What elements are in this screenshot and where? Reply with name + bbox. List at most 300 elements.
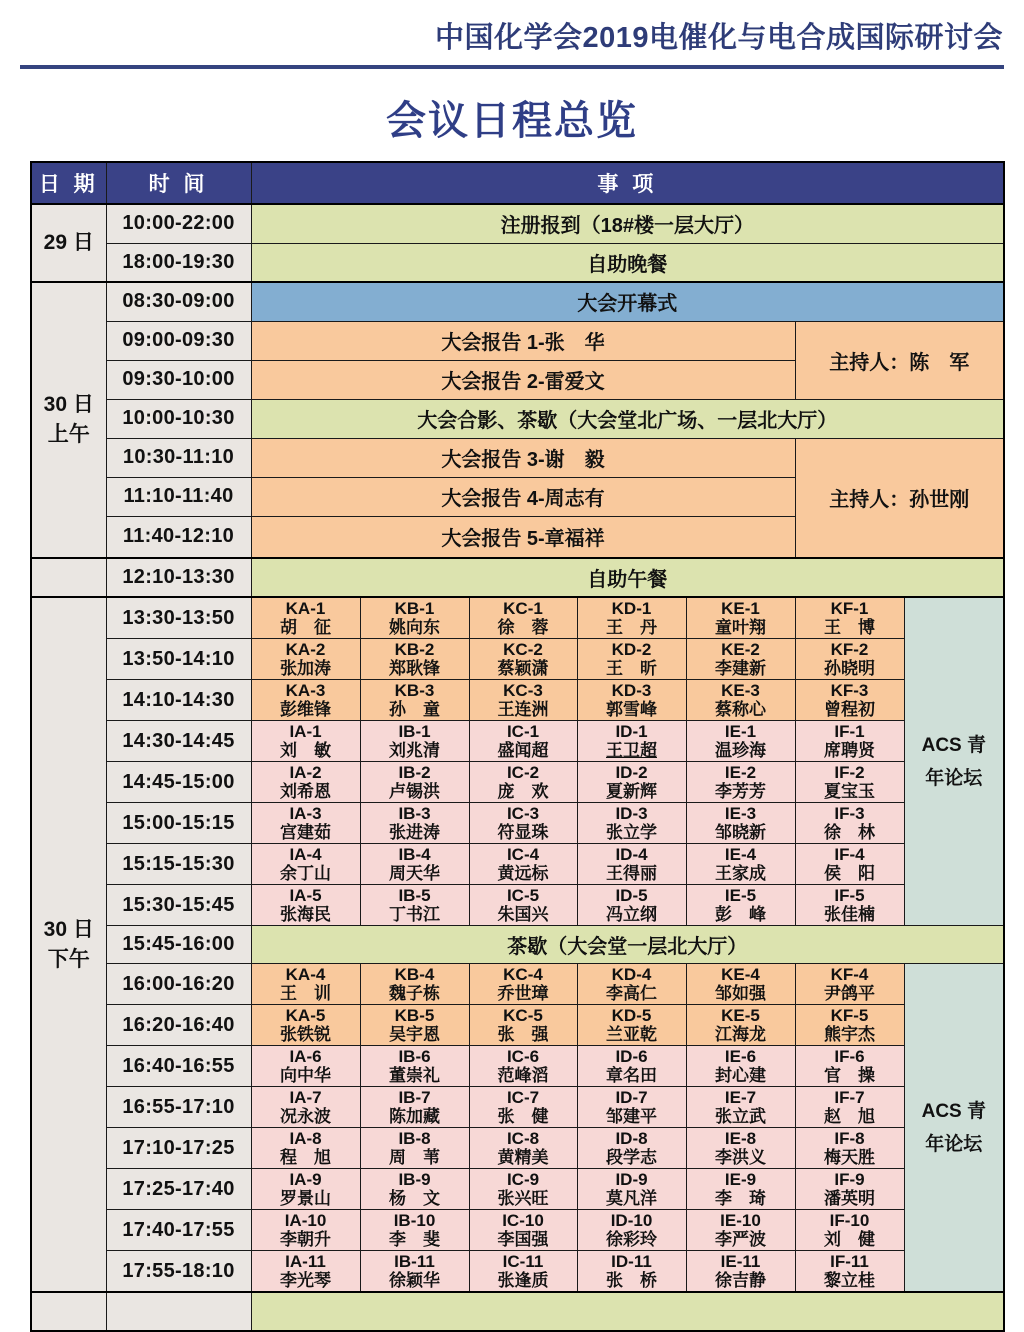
speaker-cell (251, 1169, 360, 1210)
table-row (31, 1292, 1004, 1331)
speaker-cell (469, 597, 577, 639)
date-label: 30 日 (43, 393, 94, 416)
talk-code: ID-8 (615, 1129, 648, 1148)
talk-code: IA-6 (289, 1047, 322, 1066)
speaker-name: 刘希恩 (280, 782, 331, 801)
talk-code: IA-9 (289, 1170, 322, 1189)
table-row (31, 321, 1004, 360)
speaker-name: 余丁山 (280, 864, 331, 883)
speaker-cell (251, 1128, 360, 1169)
speaker-cell (360, 844, 469, 885)
time-cell: 15:00-15:15 (106, 803, 251, 844)
speaker-cell (360, 597, 469, 639)
talk-code: IE-10 (720, 1211, 761, 1230)
talk-code: IA-2 (289, 763, 322, 782)
acs-forum-cell: ACS 青年论坛 (904, 964, 1004, 1293)
speaker-name: 张 桥 (606, 1271, 657, 1290)
talk-code: KF-4 (830, 965, 869, 984)
speaker-name: 王 博 (824, 618, 875, 637)
speaker-cell (469, 844, 577, 885)
speaker-name: 胡 征 (280, 618, 331, 637)
talk-code: IB-1 (398, 722, 431, 741)
speaker-name: 王家成 (715, 864, 766, 883)
event-cell: 大会报告 3-谢 毅 (251, 438, 795, 477)
speaker-cell (577, 762, 686, 803)
time-cell: 17:55-18:10 (106, 1251, 251, 1293)
speaker-name: 张铁锐 (280, 1025, 331, 1044)
talk-code: IB-9 (398, 1170, 431, 1189)
time-cell: 17:10-17:25 (106, 1128, 251, 1169)
event-cell (251, 1292, 1004, 1331)
speaker-name: 彭 峰 (715, 905, 766, 924)
talk-code: IC-11 (502, 1252, 544, 1271)
speaker-name: 温珍海 (715, 741, 766, 760)
page-title: 会议日程总览 (386, 99, 638, 143)
talk-code: IA-1 (289, 722, 322, 741)
speaker-name: 李建新 (715, 659, 766, 678)
talk-code: IA-8 (289, 1129, 322, 1148)
speaker-name: 莫凡洋 (606, 1189, 657, 1208)
speaker-cell[interactable] (577, 721, 686, 762)
talk-code: KE-4 (721, 965, 760, 984)
speaker-cell (469, 1046, 577, 1087)
speaker-name: 邹如强 (715, 984, 766, 1003)
speaker-name: 符显珠 (497, 823, 549, 842)
talk-code: IB-3 (398, 804, 431, 823)
date-label: 下午 (47, 947, 90, 971)
event-cell: 大会报告 4-周志有 (251, 477, 795, 516)
talk-code: IC-3 (506, 804, 540, 823)
speaker-cell (360, 1087, 469, 1128)
speaker-cell (251, 680, 360, 721)
table-row (31, 926, 1004, 964)
speaker-name: 况永波 (280, 1107, 331, 1126)
talk-code: KB-5 (394, 1006, 435, 1025)
time-cell: 15:30-15:45 (106, 885, 251, 926)
time-cell: 14:45-15:00 (106, 762, 251, 803)
speaker-name: 陈加藏 (389, 1107, 440, 1126)
speaker-cell (795, 597, 904, 639)
speaker-cell (795, 885, 904, 926)
speaker-cell (360, 1046, 469, 1087)
speaker-name: 罗景山 (280, 1189, 331, 1208)
talk-code: IF-6 (834, 1047, 865, 1066)
time-cell: 11:10-11:40 (106, 477, 251, 516)
talk-code: KE-5 (721, 1006, 760, 1025)
time-cell: 09:30-10:00 (106, 360, 251, 399)
speaker-cell (469, 1087, 577, 1128)
speaker-name: 封心建 (715, 1066, 766, 1085)
speaker-cell (360, 803, 469, 844)
speaker-cell (795, 1210, 904, 1251)
speaker-name: 李 斐 (389, 1230, 440, 1249)
time-cell (106, 1292, 251, 1331)
table-row (31, 558, 1004, 597)
time-cell: 16:40-16:55 (106, 1046, 251, 1087)
speaker-cell (251, 885, 360, 926)
speaker-link[interactable]: 王卫超 (606, 741, 657, 760)
time-cell: 17:40-17:55 (106, 1210, 251, 1251)
speaker-cell (360, 1005, 469, 1046)
speaker-name: 张 健 (497, 1107, 549, 1126)
time-cell: 15:15-15:30 (106, 844, 251, 885)
speaker-cell (795, 964, 904, 1005)
speaker-cell (360, 721, 469, 762)
talk-code: ID-6 (615, 1047, 648, 1066)
speaker-name: 乔世璋 (497, 984, 549, 1003)
speaker-name: 宫建茹 (280, 823, 331, 842)
talk-code: IB-8 (398, 1129, 431, 1148)
speaker-name: 张立武 (715, 1107, 766, 1126)
talk-code: IF-4 (834, 845, 865, 864)
talk-code: IE-6 (724, 1047, 757, 1066)
speaker-name: 张加涛 (280, 659, 331, 678)
talk-code: KA-5 (285, 1006, 326, 1025)
event-cell: 大会报告 2-雷爱文 (251, 360, 795, 399)
speaker-name: 郑耿锋 (389, 659, 440, 678)
table-row (31, 803, 1004, 844)
table-row (31, 1169, 1004, 1210)
speaker-name: 孙 童 (389, 700, 440, 719)
talk-code: KF-1 (830, 599, 869, 618)
talk-code: IE-3 (724, 804, 757, 823)
speaker-name: 周天华 (389, 864, 440, 883)
talk-code: IB-10 (393, 1211, 436, 1230)
talk-code: IF-10 (829, 1211, 870, 1230)
speaker-name: 江海龙 (715, 1025, 766, 1044)
speaker-name: 张 强 (497, 1025, 549, 1044)
talk-code: IA-11 (285, 1252, 326, 1271)
speaker-name: 李芳芳 (715, 782, 766, 801)
speaker-name: 王连洲 (497, 700, 549, 719)
talk-code: KA-2 (285, 640, 326, 659)
talk-code: IC-1 (506, 722, 540, 741)
speaker-cell (360, 885, 469, 926)
column-header-date: 日 期 (31, 162, 106, 204)
time-cell: 10:00-10:30 (106, 399, 251, 438)
speaker-name: 范峰滔 (497, 1066, 549, 1085)
speaker-cell (251, 1005, 360, 1046)
speaker-name: 王 昕 (606, 659, 657, 678)
speaker-cell (577, 844, 686, 885)
talk-code: IB-6 (398, 1047, 431, 1066)
time-cell: 16:55-17:10 (106, 1087, 251, 1128)
table-row (31, 1251, 1004, 1293)
speaker-cell (686, 721, 795, 762)
talk-code: KF-5 (830, 1006, 869, 1025)
column-header-time: 时 间 (106, 162, 251, 204)
speaker-name: 徐颖华 (389, 1271, 440, 1290)
speaker-name: 席聘贤 (824, 741, 875, 760)
speaker-name: 熊宇杰 (824, 1025, 875, 1044)
table-row (31, 1128, 1004, 1169)
time-cell: 10:00-22:00 (106, 204, 251, 243)
speaker-cell (469, 803, 577, 844)
speaker-cell (686, 1251, 795, 1293)
event-cell: 茶歇（大会堂一层北大厅） (251, 926, 1004, 964)
table-row (31, 639, 1004, 680)
table-row (31, 204, 1004, 243)
talk-code: IE-2 (724, 763, 757, 782)
speaker-cell (577, 964, 686, 1005)
speaker-name: 蔡颖潇 (497, 659, 549, 678)
speaker-name: 黄精美 (497, 1148, 549, 1167)
time-cell: 10:30-11:10 (106, 438, 251, 477)
time-cell: 18:00-19:30 (106, 243, 251, 282)
talk-code: ID-10 (610, 1211, 653, 1230)
speaker-cell (251, 721, 360, 762)
speaker-name: 段学志 (606, 1148, 657, 1167)
talk-code: IE-8 (724, 1129, 757, 1148)
speaker-name: 黄远标 (497, 864, 549, 883)
speaker-cell (686, 844, 795, 885)
talk-code: ID-2 (615, 763, 648, 782)
speaker-cell (795, 721, 904, 762)
talk-code: KA-4 (285, 965, 326, 984)
time-cell: 16:00-16:20 (106, 964, 251, 1005)
speaker-cell (360, 1169, 469, 1210)
speaker-cell (686, 1087, 795, 1128)
date-cell (31, 282, 106, 558)
speaker-name: 刘 健 (824, 1230, 875, 1249)
talk-code: ID-11 (611, 1252, 652, 1271)
table-row (31, 1210, 1004, 1251)
speaker-cell (469, 1210, 577, 1251)
speaker-name: 向中华 (280, 1066, 331, 1085)
talk-code: IF-8 (834, 1129, 865, 1148)
speaker-cell (577, 1087, 686, 1128)
talk-code: IF-2 (834, 763, 865, 782)
talk-code: KE-3 (721, 681, 760, 700)
table-row (31, 597, 1004, 639)
speaker-cell (251, 844, 360, 885)
talk-code: KF-2 (830, 640, 869, 659)
speaker-cell (795, 1169, 904, 1210)
time-cell: 13:30-13:50 (106, 597, 251, 639)
speaker-name: 李国强 (497, 1230, 549, 1249)
speaker-cell (686, 762, 795, 803)
talk-code: IB-11 (394, 1252, 435, 1271)
event-cell: 自助晚餐 (251, 243, 1004, 282)
talk-code: KC-4 (503, 965, 543, 984)
time-cell: 11:40-12:10 (106, 516, 251, 558)
talk-code: KB-2 (394, 640, 435, 659)
speaker-name: 郭雪峰 (606, 700, 657, 719)
speaker-cell (577, 1251, 686, 1293)
speaker-name: 王 训 (280, 984, 331, 1003)
talk-code: IF-9 (834, 1170, 865, 1189)
speaker-name: 姚向东 (389, 618, 440, 637)
speaker-name: 梅天胜 (824, 1148, 875, 1167)
speaker-cell (469, 1251, 577, 1293)
speaker-cell (686, 964, 795, 1005)
event-cell: 大会报告 1-张 华 (251, 321, 795, 360)
talk-code: KC-3 (503, 681, 543, 700)
speaker-cell (577, 803, 686, 844)
speaker-cell (795, 1046, 904, 1087)
date-label: 上午 (47, 423, 90, 446)
talk-code: ID-1 (615, 722, 648, 741)
speaker-name: 丁书江 (389, 905, 440, 924)
speaker-name: 徐 林 (824, 823, 875, 842)
speaker-cell (686, 639, 795, 680)
event-cell: 自助午餐 (251, 558, 1004, 597)
time-cell: 15:45-16:00 (106, 926, 251, 964)
speaker-cell (360, 1251, 469, 1293)
talk-code: ID-3 (615, 804, 648, 823)
table-row (31, 964, 1004, 1005)
time-cell: 16:20-16:40 (106, 1005, 251, 1046)
speaker-cell (251, 964, 360, 1005)
talk-code: IF-1 (834, 722, 865, 741)
speaker-name: 徐彩玲 (606, 1230, 657, 1249)
table-row (31, 844, 1004, 885)
date-cell (31, 558, 106, 597)
speaker-cell (469, 885, 577, 926)
speaker-cell (360, 762, 469, 803)
speaker-cell (469, 721, 577, 762)
table-row (31, 243, 1004, 282)
speaker-cell (795, 1128, 904, 1169)
speaker-name: 李洪义 (715, 1148, 766, 1167)
speaker-cell (469, 1005, 577, 1046)
speaker-cell (251, 1251, 360, 1293)
talk-code: IE-9 (724, 1170, 757, 1189)
speaker-cell (686, 680, 795, 721)
talk-code: IF-5 (834, 886, 865, 905)
speaker-cell (577, 1005, 686, 1046)
speaker-cell (577, 597, 686, 639)
talk-code: IB-4 (398, 845, 431, 864)
speaker-name: 赵 旭 (824, 1107, 875, 1126)
speaker-name: 张立学 (606, 823, 657, 842)
speaker-cell (251, 803, 360, 844)
speaker-name: 邹晓新 (715, 823, 766, 842)
talk-code: IC-4 (506, 845, 540, 864)
speaker-cell (577, 1210, 686, 1251)
speaker-name: 朱国兴 (497, 905, 549, 924)
talk-code: KC-2 (503, 640, 543, 659)
speaker-name: 周 苇 (389, 1148, 440, 1167)
speaker-cell (686, 1128, 795, 1169)
talk-code: KD-5 (611, 1006, 652, 1025)
speaker-name: 杨 文 (389, 1189, 440, 1208)
schedule-table (30, 161, 1005, 1332)
talk-code: IC-9 (506, 1170, 540, 1189)
speaker-name: 章名田 (606, 1066, 657, 1085)
speaker-cell (251, 597, 360, 639)
speaker-cell (469, 964, 577, 1005)
speaker-cell (360, 1210, 469, 1251)
talk-code: IF-11 (830, 1252, 869, 1271)
talk-code: IE-5 (724, 886, 757, 905)
talk-code: KE-2 (721, 640, 760, 659)
table-row (31, 762, 1004, 803)
conference-header (0, 0, 1024, 56)
host-cell: 主持人：孙世刚 (795, 438, 1004, 558)
talk-code: IF-7 (834, 1088, 865, 1107)
talk-code: IC-10 (502, 1211, 544, 1230)
date-label: 29 日 (43, 231, 94, 254)
table-row (31, 1005, 1004, 1046)
speaker-name: 张逢质 (497, 1271, 549, 1290)
talk-code: IA-5 (289, 886, 322, 905)
talk-code: KD-3 (611, 681, 652, 700)
speaker-cell (577, 680, 686, 721)
speaker-name: 李高仁 (606, 984, 657, 1003)
talk-code: IE-11 (720, 1252, 761, 1271)
speaker-cell (469, 1169, 577, 1210)
table-row (31, 1046, 1004, 1087)
speaker-name: 冯立纲 (606, 905, 657, 924)
speaker-name: 夏宝玉 (824, 782, 875, 801)
talk-code: IA-3 (289, 804, 322, 823)
speaker-name: 李光琴 (280, 1271, 331, 1290)
time-cell: 14:30-14:45 (106, 721, 251, 762)
speaker-name: 张兴旺 (497, 1189, 549, 1208)
date-cell (31, 597, 106, 1292)
speaker-cell (795, 1087, 904, 1128)
talk-code: ID-7 (615, 1088, 648, 1107)
speaker-name: 庞 欢 (497, 782, 549, 801)
speaker-name: 李严波 (715, 1230, 766, 1249)
speaker-name: 刘 敏 (280, 741, 331, 760)
speaker-name: 侯 阳 (824, 864, 875, 883)
speaker-cell (795, 762, 904, 803)
table-row (31, 282, 1004, 321)
table-header-row (31, 162, 1004, 204)
talk-code: ID-9 (615, 1170, 648, 1189)
speaker-cell (686, 1169, 795, 1210)
speaker-cell (686, 597, 795, 639)
speaker-cell (251, 1210, 360, 1251)
table-row (31, 438, 1004, 477)
talk-code: IE-4 (724, 845, 757, 864)
speaker-name: 张海民 (280, 905, 331, 924)
speaker-cell (469, 762, 577, 803)
speaker-cell (686, 1046, 795, 1087)
event-cell: 注册报到（18#楼一层大厅） (251, 204, 1004, 243)
speaker-cell (251, 762, 360, 803)
talk-code: IA-4 (289, 845, 322, 864)
speaker-name: 程 旭 (280, 1148, 331, 1167)
speaker-name: 夏新辉 (606, 782, 657, 801)
speaker-cell (686, 1210, 795, 1251)
column-header-events: 事 项 (251, 162, 1004, 204)
speaker-cell (686, 885, 795, 926)
host-cell: 主持人：陈 军 (795, 321, 1004, 399)
speaker-cell (251, 1087, 360, 1128)
speaker-name: 张进涛 (389, 823, 440, 842)
date-label: 30 日 (43, 917, 94, 941)
talk-code: IB-5 (398, 886, 431, 905)
speaker-name: 潘英明 (824, 1189, 875, 1208)
table-row (31, 721, 1004, 762)
speaker-cell (795, 639, 904, 680)
table-row (31, 1087, 1004, 1128)
talk-code: IC-8 (506, 1129, 540, 1148)
table-row (31, 399, 1004, 438)
speaker-cell (686, 803, 795, 844)
talk-code: KB-1 (394, 599, 435, 618)
talk-code: ID-5 (615, 886, 648, 905)
speaker-name: 董崇礼 (389, 1066, 440, 1085)
speaker-name: 彭维锋 (280, 700, 331, 719)
speaker-cell (686, 1005, 795, 1046)
speaker-cell (795, 803, 904, 844)
event-cell: 大会开幕式 (251, 282, 1004, 321)
speaker-cell (360, 964, 469, 1005)
